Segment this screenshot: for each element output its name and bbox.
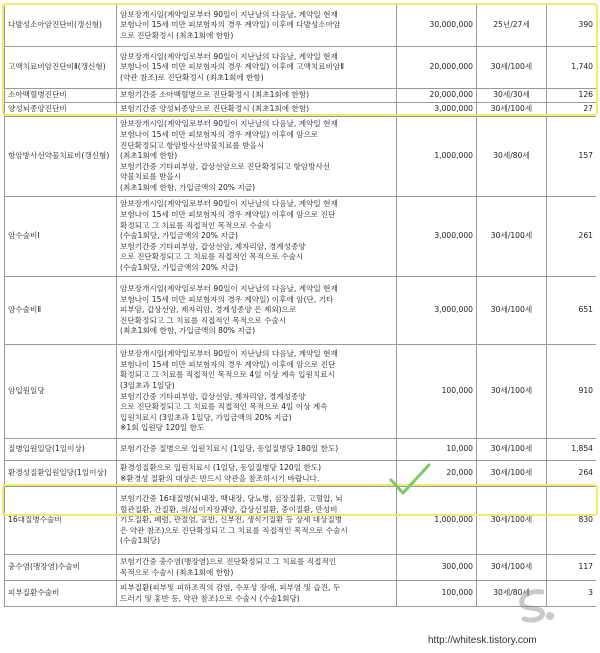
coverage-condition-line: 혈관질환, 간질환, 위/십이지장궤양, 갑상선질환, 중이질환, 만성비 [120,504,338,514]
coverage-name [5,439,117,461]
coverage-condition-line: (최초1회에 한함, 가입금액의 20% 지급) [120,182,256,192]
coverage-condition [117,581,397,607]
coverage-table [4,4,596,607]
footer-url: http://whitesk.tistory.com [428,635,537,646]
coverage-amount: 20,000 [397,461,477,487]
coverage-period: 30세/100세 [477,461,547,487]
coverage-name-line: 다발성소아암진단비(갱신형) [8,20,102,30]
coverage-condition-line: 보험나이 15세 미만 피보험자의 경우 계약일) 이후에 암으로 진단 [120,359,336,369]
table-row [5,581,597,607]
coverage-condition-line: 보험나이 15세 미만 피보험자의 경우 계약일) 이후에 다발성소아암 [120,20,341,30]
coverage-premium: 157 [547,117,597,197]
coverage-name [5,117,117,197]
coverage-premium: 651 [547,277,597,345]
coverage-condition-line: 보험기간중 소아백혈병으로 진단확정시 (최초1회에 한함) [120,90,310,100]
coverage-condition-line: 환경성질환으로 입원치료시 (1일당, 동일질병당 120일 한도) [120,462,322,472]
coverage-condition-line: 약물치료를 받을시 [120,172,182,182]
coverage-condition-line: 으로 진단확정되고 그 치료를 직접적인 목적으로 4일 이상 계속 [120,402,328,412]
coverage-condition-line: 확정되고 그 치료를 직접적인 목적으로 4일 이상 계속 입원치료시 [120,370,335,380]
coverage-condition-line: 암보장개시일(계약일로부터 90일이 지난날의 다음날, 계약일 현재 [120,284,338,294]
coverage-condition [117,103,397,117]
coverage-condition-line: 보험기간중 기타피부암, 갑상선암, 제자리암, 경계성종양 [120,241,306,251]
coverage-condition-line: 보험나이 15세 미만 피보험자의 경우 계약일) 이후에 고액치료비암Ⅱ [120,62,344,72]
coverage-premium: 264 [547,461,597,487]
coverage-condition-line: (수술1회당, 가입금액의 20% 지급) [120,262,238,272]
coverage-name-line: 16대질병수술비 [8,515,62,525]
coverage-condition [117,345,397,439]
coverage-condition-line: 확정되고 그 치료를 직접적인 목적으로 수술시 [120,220,272,230]
coverage-name [5,277,117,345]
coverage-premium: 261 [547,197,597,277]
coverage-condition-line: ※1회 입원당 120일 한도 [120,423,205,433]
coverage-period: 30세/100세 [477,47,547,89]
table-row [5,117,597,197]
table-row [5,47,597,89]
coverage-amount: 3,000,000 [397,277,477,345]
coverage-condition-line: 진단확정되고 그 치료를 직접적인 목적으로 수술시 [120,315,287,325]
coverage-name [5,345,117,439]
coverage-amount: 1,000,000 [397,117,477,197]
coverage-condition [117,277,397,345]
coverage-condition-line: 암보장개시일(계약일로부터 90일이 지난날의 다음날, 계약일 현재 [120,9,338,19]
coverage-name [5,89,117,103]
coverage-condition-line: 암보장개시일(계약일로부터 90일이 지난날의 다음날, 계약일 현재 [120,119,338,129]
coverage-condition-line: 목적으로 수술시 (최초1회에 한함) [120,567,234,577]
coverage-condition-line: 암보장개시일(계약일로부터 90일이 지난날의 다음날, 계약일 현재 [120,51,338,61]
coverage-condition-line: 으로 진단확정시 (최초1회에 한함) [120,30,234,40]
coverage-condition-line: (최초1회에 한함) [120,151,178,161]
table-row [5,461,597,487]
coverage-amount: 20,000,000 [397,89,477,103]
coverage-name-line: 항암방사선약물치료비(갱신형) [8,151,110,161]
coverage-name-line: 충수염(맹장염)수술비 [8,562,80,572]
coverage-name-line: 암수술비Ⅰ [8,231,40,241]
table-row [5,89,597,103]
coverage-premium: 910 [547,345,597,439]
coverage-condition-line: 보험기간중 충수염(맹장염)으로 진단확정되고 그 치료를 직접적인 [120,556,337,566]
table-row [5,277,597,345]
coverage-premium: 1,740 [547,47,597,89]
coverage-condition-line: 은 약관 참조)으로 진단확정되고 그 치료를 직접적인 목적으로 수술시 [120,525,348,535]
coverage-condition-line: 보험기간중 16대질병(뇌내장, 백내장, 당뇨병, 심장질환, 고혈압, 뇌 [120,494,343,504]
coverage-name [5,555,117,581]
coverage-period: 30세/80세 [477,117,547,197]
table-row [5,197,597,277]
coverage-condition-line: 보험기간중 기타피부암, 갑상선암, 제자리암, 경계성종양 [120,391,306,401]
coverage-amount: 300,000 [397,555,477,581]
table-row [5,345,597,439]
coverage-name-line: 암입원일당 [8,386,45,396]
coverage-condition [117,487,397,555]
coverage-name [5,487,117,555]
table-row [5,439,597,461]
coverage-premium: 3 [547,581,597,607]
coverage-name-line: 양성뇌종양진단비 [8,104,67,114]
coverage-condition-line: 피부질환(피부및 피하조직의 감염, 수포성 장애, 피부염 및 습진, 두 [120,582,341,592]
coverage-condition [117,439,397,461]
coverage-premium: 1,854 [547,439,597,461]
coverage-name-line: 질병입원일당(1일이상) [8,444,85,454]
coverage-premium: 126 [547,89,597,103]
coverage-condition-line: 드러기 및 홍반 등, 약관 참조)으로 수술시 (수술1회당) [120,593,300,603]
coverage-premium: 27 [547,103,597,117]
coverage-name-line: 암수술비Ⅱ [8,305,42,315]
coverage-condition-line: (수술1회당, 가입금액의 20% 지급) [120,231,238,241]
coverage-condition-line: 보험기간중 양성뇌종양으로 진단확정시 (최초1회에 한함) [120,104,310,114]
coverage-period: 30세/30세 [477,89,547,103]
coverage-condition-line: 보험기간중 질병으로 입원치료시 (1일당, 동일질병당 180일 한도) [120,444,339,454]
coverage-condition-line: ※환경성 질환의 대상은 반드시 약관을 참조하시기 바랍니다. [120,473,320,483]
coverage-amount: 100,000 [397,345,477,439]
coverage-condition [117,5,397,47]
coverage-amount: 1,000,000 [397,487,477,555]
coverage-premium: 117 [547,555,597,581]
coverage-premium: 830 [547,487,597,555]
coverage-condition-line: (약관 참조)로 진단확정시 (최초1회에 한함) [120,72,264,82]
check-mark-icon [388,462,432,498]
coverage-period: 25년/27세 [477,5,547,47]
coverage-condition-line: 보험나이 15세 미만 피보험자의 경우 계약일) 이후에 암으로 진단 [120,210,336,220]
coverage-condition-line: 입원치료시 (3일초과 1일당, 가입금액의 20% 지급) [120,412,292,422]
coverage-premium: 390 [547,5,597,47]
coverage-name [5,197,117,277]
table-row [5,487,597,555]
coverage-period: 30세/100세 [477,487,547,555]
coverage-period: 30세/100세 [477,103,547,117]
coverage-amount: 100,000 [397,581,477,607]
coverage-period: 30세/80세 [477,581,547,607]
coverage-condition-line: 진단확정되고 항암방사선약물치료를 받을시 [120,140,265,150]
coverage-name [5,581,117,607]
coverage-name-line: 피부질환수술비 [8,588,60,598]
coverage-condition [117,117,397,197]
coverage-condition [117,47,397,89]
coverage-amount: 3,000,000 [397,197,477,277]
coverage-condition-line: 보험나이 15세 미만 피보험자의 경우 계약일) 이후에 암(단, 기타 [120,294,334,304]
coverage-condition [117,89,397,103]
coverage-condition [117,197,397,277]
coverage-condition-line: 으로 진단확정되고 그 치료를 직접적인 목적으로 수술시 [120,252,304,262]
coverage-amount: 20,000,000 [397,47,477,89]
coverage-condition [117,461,397,487]
coverage-amount: 3,000,000 [397,103,477,117]
coverage-condition-line: (수술1회당) [120,536,161,546]
coverage-condition-line: 암보장개시일(계약일로부터 90일이 지난날의 다음날, 계약일 현재 [120,349,338,359]
coverage-amount: 10,000 [397,439,477,461]
coverage-period: 30세/100세 [477,197,547,277]
table-row [5,5,597,47]
coverage-table-sheet [4,4,596,626]
table-row [5,103,597,117]
coverage-name [5,47,117,89]
coverage-condition-line: (최초1회에 한함, 가입금액의 80% 지급) [120,326,256,336]
coverage-condition-line: 기도질환, 폐렴, 관절염, 골반, 신부전, 생식기질환 등 상세 대상질병 [120,515,343,525]
coverage-condition-line: 보험기간중 기타피부암, 갑상선암으로 진단확정되고 항암방사선 [120,161,331,171]
coverage-condition [117,555,397,581]
coverage-condition-line: 보험나이 15세 미만 피보험자의 경우 계약일) 이후에 암으로 [120,130,319,140]
coverage-name [5,103,117,117]
coverage-period: 30세/100세 [477,277,547,345]
logo-watermark-icon [512,586,560,626]
coverage-period: 30세/100세 [477,345,547,439]
coverage-period: 30세/100세 [477,555,547,581]
coverage-name-line: 소아백혈병진단비 [8,90,67,100]
coverage-period: 30세/100세 [477,439,547,461]
coverage-condition-line: (3일초과 1일당) [120,380,175,390]
coverage-amount: 30,000,000 [397,5,477,47]
coverage-name [5,5,117,47]
coverage-condition-line: 암보장개시일(계약일로부터 90일이 지난날의 다음날, 계약일 현재 [120,199,338,209]
coverage-name [5,461,117,487]
coverage-name-line: 환경성질환입원일당(1일이상) [8,468,107,478]
coverage-condition-line: 피부암, 갑상선암, 제자리암, 경계성종양 은 제외)으로 [120,305,297,315]
coverage-name-line: 고액치료비암진단비Ⅱ(갱신형) [8,62,106,72]
table-row [5,555,597,581]
